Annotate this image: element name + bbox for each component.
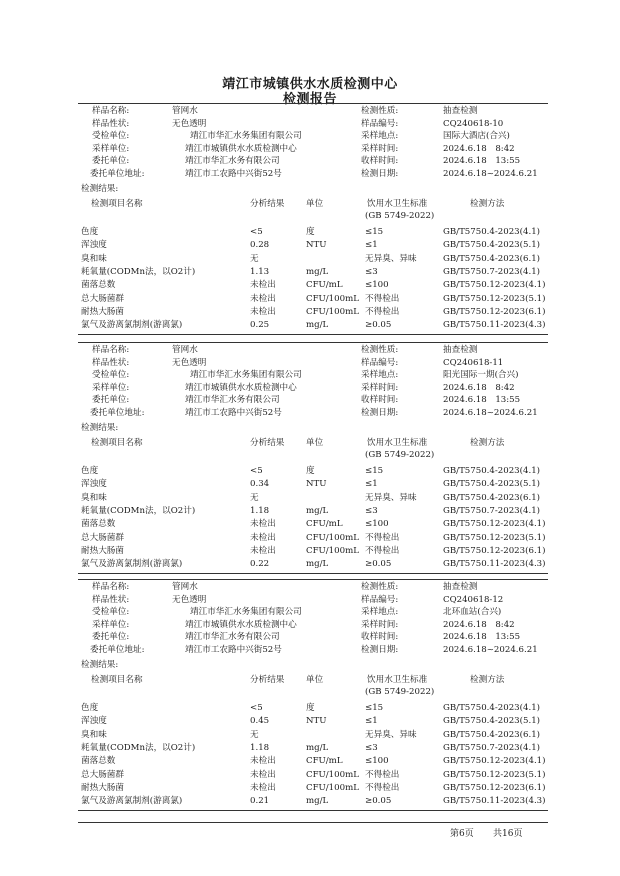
table-cell-unit: CFU/100mL [306, 545, 359, 556]
table-cell-result: 1.18 [250, 742, 270, 753]
table-cell-item: 臭和味 [81, 253, 107, 264]
table-cell-standard: ≥0.05 [365, 320, 392, 331]
info-label-client-address: 委托单位地址: [90, 644, 145, 655]
table-cell-method: GB/T5750.11-2023(4.3) [443, 320, 546, 331]
table-cell-method: GB/T5750.7-2023(4.1) [443, 742, 541, 753]
table-cell-item: 氯气及游离氯制剂(游离氯) [81, 796, 183, 807]
section-bottom-rule [78, 573, 548, 574]
table-cell-result: 1.18 [250, 505, 270, 516]
info-value-sample-state: 无色透明 [172, 594, 207, 605]
table-cell-item: 耐热大肠菌 [81, 545, 124, 556]
table-header-result: 分析结果 [250, 438, 285, 448]
table-cell-method: GB/T5750.4-2023(6.1) [443, 253, 541, 264]
table-cell-result: 0.25 [250, 320, 270, 331]
table-cell-result: 无 [250, 253, 259, 264]
table-cell-standard: ≥0.05 [365, 796, 392, 807]
info-value-inspection-type: 抽查检测 [443, 106, 478, 116]
table-cell-standard: ≤3 [365, 266, 378, 277]
info-label-test-date: 检测日期: [361, 407, 399, 418]
table-cell-result: 未检出 [250, 769, 276, 780]
table-cell-item: 菌落总数 [81, 519, 116, 530]
info-value-sample-name: 管网水 [172, 345, 198, 355]
table-cell-method: GB/T5750.12-2023(4.1) [443, 519, 546, 530]
table-cell-result: <5 [250, 227, 263, 237]
section-top-rule [78, 579, 548, 580]
info-label-client-unit: 委托单位: [92, 632, 130, 642]
table-cell-result: 无 [250, 729, 259, 740]
info-value-inspection-type: 抽查检测 [443, 582, 478, 592]
table-cell-standard: 不得检出 [365, 545, 400, 556]
table-cell-standard: 无异臭、异味 [365, 492, 417, 503]
table-cell-item: 色度 [81, 227, 99, 237]
table-cell-item: 总大肠菌群 [81, 769, 124, 780]
table-cell-result: 0.21 [250, 796, 270, 807]
table-cell-result: 无 [250, 492, 259, 503]
info-value-test-date: 2024.6.18~2024.6.21 [443, 168, 538, 179]
results-label: 检测结果: [81, 184, 119, 194]
table-cell-standard: ≤15 [365, 466, 384, 476]
table-cell-method: GB/T5750.7-2023(4.1) [443, 266, 541, 277]
page-number: 第6页 [450, 829, 474, 839]
table-header-method: 检测方法 [470, 675, 505, 685]
info-value-inspected-unit: 靖江市华汇水务集团有限公司 [190, 131, 302, 141]
table-cell-result: 未检出 [250, 756, 276, 767]
info-value-sampling-time: 2024.6.18 8:42 [443, 619, 515, 630]
table-header-standard-ref: (GB 5749-2022) [365, 211, 435, 221]
page-total: 共16页 [493, 829, 523, 839]
table-cell-unit: mg/L [306, 266, 329, 277]
table-cell-standard: ≤1 [365, 716, 378, 727]
table-cell-method: GB/T5750.4-2023(6.1) [443, 492, 541, 503]
table-cell-method: GB/T5750.12-2023(4.1) [443, 756, 546, 767]
table-cell-item: 总大肠菌群 [81, 532, 124, 543]
info-value-sampling-time: 2024.6.18 8:42 [443, 382, 515, 393]
table-cell-method: GB/T5750.12-2023(6.1) [443, 545, 546, 556]
info-label-sampling-time: 采样时间: [361, 619, 399, 630]
table-cell-method: GB/T5750.12-2023(6.1) [443, 782, 546, 793]
table-cell-method: GB/T5750.4-2023(5.1) [443, 479, 541, 490]
table-header-item: 检测项目名称 [91, 199, 143, 209]
info-label-sample-state: 样品性状: [92, 594, 130, 605]
table-cell-standard: 不得检出 [365, 782, 400, 793]
info-label-sample-no: 样品编号: [361, 118, 399, 129]
info-value-client-unit: 靖江市华汇水务有限公司 [185, 632, 280, 642]
info-label-inspection-type: 检测性质: [361, 345, 399, 355]
info-value-sample-name: 管网水 [172, 106, 198, 116]
table-cell-item: 色度 [81, 703, 99, 713]
table-cell-method: GB/T5750.4-2023(4.1) [443, 466, 541, 476]
table-header-standard-ref: (GB 5749-2022) [365, 450, 435, 460]
table-cell-item: 氯气及游离氯制剂(游离氯) [81, 559, 183, 570]
table-cell-item: 耐热大肠菌 [81, 782, 124, 793]
table-cell-method: GB/T5750.12-2023(5.1) [443, 532, 546, 543]
table-cell-method: GB/T5750.11-2023(4.3) [443, 559, 546, 570]
table-header-result: 分析结果 [250, 675, 285, 685]
info-label-sampling-unit: 采样单位: [92, 143, 130, 154]
table-header-item: 检测项目名称 [91, 675, 143, 685]
table-cell-standard: ≤3 [365, 505, 378, 516]
table-cell-method: GB/T5750.4-2023(4.1) [443, 227, 541, 237]
info-label-sample-name: 样品名称: [92, 345, 130, 355]
info-label-sampling-time: 采样时间: [361, 143, 399, 154]
info-value-inspection-type: 抽查检测 [443, 345, 478, 355]
info-label-sampling-unit: 采样单位: [92, 619, 130, 630]
info-value-receiving-time: 2024.6.18 13:55 [443, 156, 521, 166]
table-cell-item: 耗氧量(CODMn法，以O2计) [81, 742, 196, 753]
info-value-client-address: 靖江市工农路中兴街52号 [185, 407, 282, 418]
section-top-rule [78, 103, 548, 104]
info-label-sample-no: 样品编号: [361, 357, 399, 368]
table-header-method: 检测方法 [470, 438, 505, 448]
info-label-inspected-unit: 受检单位: [92, 607, 130, 617]
table-cell-unit: CFU/100mL [306, 782, 359, 793]
table-cell-standard: ≤1 [365, 479, 378, 490]
table-header-item: 检测项目名称 [91, 438, 143, 448]
info-value-sample-no: CQ240618-12 [443, 594, 504, 605]
table-cell-unit: 度 [306, 703, 315, 713]
table-cell-unit: CFU/100mL [306, 306, 359, 317]
table-cell-item: 耗氧量(CODMn法，以O2计) [81, 266, 196, 277]
table-cell-result: 未检出 [250, 280, 276, 291]
info-value-client-address: 靖江市工农路中兴街52号 [185, 644, 282, 655]
info-label-sample-name: 样品名称: [92, 582, 130, 592]
table-cell-item: 菌落总数 [81, 756, 116, 767]
info-value-sampling-site: 国际大酒店(合兴) [443, 131, 510, 141]
table-header-unit: 单位 [306, 675, 324, 685]
table-cell-standard: ≤15 [365, 227, 384, 237]
table-cell-standard: ≤100 [365, 280, 389, 291]
section-bottom-rule [78, 810, 548, 811]
info-value-sampling-unit: 靖江市城镇供水水质检测中心 [185, 382, 297, 393]
table-cell-standard: 无异臭、异味 [365, 729, 417, 740]
table-cell-standard: ≥0.05 [365, 559, 392, 570]
table-cell-unit: mg/L [306, 796, 329, 807]
table-cell-unit: CFU/100mL [306, 769, 359, 780]
table-cell-result: <5 [250, 703, 263, 713]
table-cell-item: 浑浊度 [81, 716, 107, 727]
info-value-sample-state: 无色透明 [172, 118, 207, 129]
table-cell-unit: mg/L [306, 742, 329, 753]
table-cell-standard: 无异臭、异味 [365, 253, 417, 264]
table-cell-item: 臭和味 [81, 729, 107, 740]
info-label-sampling-site: 采样地点: [361, 370, 399, 380]
table-cell-result: 未检出 [250, 532, 276, 543]
info-label-sampling-time: 采样时间: [361, 382, 399, 393]
table-cell-result: 未检出 [250, 293, 276, 304]
table-cell-standard: 不得检出 [365, 293, 400, 304]
table-cell-item: 浑浊度 [81, 240, 107, 251]
info-label-client-address: 委托单位地址: [90, 407, 145, 418]
info-label-inspection-type: 检测性质: [361, 106, 399, 116]
table-cell-method: GB/T5750.4-2023(6.1) [443, 729, 541, 740]
table-cell-unit: NTU [306, 479, 327, 490]
table-cell-result: 未检出 [250, 545, 276, 556]
info-value-receiving-time: 2024.6.18 13:55 [443, 632, 521, 642]
info-value-sampling-unit: 靖江市城镇供水水质检测中心 [185, 619, 297, 630]
table-header-standard: 饮用水卫生标准 [367, 199, 428, 209]
table-cell-result: 未检出 [250, 519, 276, 530]
table-cell-item: 耗氧量(CODMn法，以O2计) [81, 505, 196, 516]
info-value-inspected-unit: 靖江市华汇水务集团有限公司 [190, 607, 302, 617]
table-cell-result: 0.34 [250, 479, 270, 490]
table-cell-method: GB/T5750.7-2023(4.1) [443, 505, 541, 516]
table-cell-item: 浑浊度 [81, 479, 107, 490]
table-cell-item: 耐热大肠菌 [81, 306, 124, 317]
info-label-sample-no: 样品编号: [361, 594, 399, 605]
table-cell-method: GB/T5750.4-2023(5.1) [443, 716, 541, 727]
report-org-title: 靖江市城镇供水水质检测中心 [222, 77, 398, 92]
table-cell-unit: 度 [306, 227, 315, 237]
table-header-standard: 饮用水卫生标准 [367, 675, 428, 685]
table-header-method: 检测方法 [470, 199, 505, 209]
info-value-receiving-time: 2024.6.18 13:55 [443, 395, 521, 405]
table-cell-unit: mg/L [306, 505, 329, 516]
info-value-sampling-site: 北环血站(合兴) [443, 607, 502, 617]
info-label-client-unit: 委托单位: [92, 395, 130, 405]
info-value-inspected-unit: 靖江市华汇水务集团有限公司 [190, 370, 302, 380]
table-cell-item: 臭和味 [81, 492, 107, 503]
table-cell-result: <5 [250, 466, 263, 476]
results-label: 检测结果: [81, 423, 119, 433]
table-cell-unit: mg/L [306, 559, 329, 570]
info-value-client-unit: 靖江市华汇水务有限公司 [185, 395, 280, 405]
table-cell-method: GB/T5750.11-2023(4.3) [443, 796, 546, 807]
info-value-sampling-time: 2024.6.18 8:42 [443, 143, 515, 154]
table-cell-unit: mg/L [306, 320, 329, 331]
info-value-sample-state: 无色透明 [172, 357, 207, 368]
table-cell-method: GB/T5750.12-2023(5.1) [443, 769, 546, 780]
table-cell-item: 菌落总数 [81, 280, 116, 291]
table-cell-item: 色度 [81, 466, 99, 476]
info-label-sampling-unit: 采样单位: [92, 382, 130, 393]
table-cell-unit: CFU/100mL [306, 293, 359, 304]
info-value-sampling-unit: 靖江市城镇供水水质检测中心 [185, 143, 297, 154]
table-cell-standard: 不得检出 [365, 532, 400, 543]
info-value-sample-no: CQ240618-11 [443, 357, 504, 368]
info-label-inspection-type: 检测性质: [361, 582, 399, 592]
table-cell-method: GB/T5750.4-2023(4.1) [443, 703, 541, 713]
table-cell-standard: ≤3 [365, 742, 378, 753]
info-label-receiving-time: 收样时间: [361, 395, 399, 405]
table-cell-standard: ≤15 [365, 703, 384, 713]
table-cell-item: 总大肠菌群 [81, 293, 124, 304]
table-cell-method: GB/T5750.12-2023(4.1) [443, 280, 546, 291]
table-cell-method: GB/T5750.12-2023(5.1) [443, 293, 546, 304]
table-cell-standard: ≤100 [365, 519, 389, 530]
info-value-test-date: 2024.6.18~2024.6.21 [443, 644, 538, 655]
info-label-inspected-unit: 受检单位: [92, 131, 130, 141]
results-label: 检测结果: [81, 660, 119, 670]
section-top-rule [78, 342, 548, 343]
table-cell-method: GB/T5750.4-2023(5.1) [443, 240, 541, 251]
table-header-unit: 单位 [306, 199, 324, 209]
info-label-sample-state: 样品性状: [92, 357, 130, 368]
table-header-result: 分析结果 [250, 199, 285, 209]
table-cell-standard: 不得检出 [365, 769, 400, 780]
table-header-standard-ref: (GB 5749-2022) [365, 687, 435, 697]
info-label-inspected-unit: 受检单位: [92, 370, 130, 380]
table-cell-result: 0.45 [250, 716, 270, 727]
table-cell-standard: ≤1 [365, 240, 378, 251]
info-label-receiving-time: 收样时间: [361, 156, 399, 166]
info-value-test-date: 2024.6.18~2024.6.21 [443, 407, 538, 418]
table-cell-unit: CFU/mL [306, 756, 343, 767]
table-cell-result: 1.13 [250, 266, 270, 277]
info-label-sample-state: 样品性状: [92, 118, 130, 129]
info-label-receiving-time: 收样时间: [361, 632, 399, 642]
info-label-sample-name: 样品名称: [92, 106, 130, 116]
table-cell-unit: 度 [306, 466, 315, 476]
info-value-sampling-site: 阳光国际一期(合兴) [443, 370, 519, 380]
info-label-test-date: 检测日期: [361, 168, 399, 179]
table-cell-unit: CFU/100mL [306, 532, 359, 543]
table-cell-result: 0.28 [250, 240, 270, 251]
table-cell-standard: 不得检出 [365, 306, 400, 317]
info-value-client-unit: 靖江市华汇水务有限公司 [185, 156, 280, 166]
table-cell-unit: NTU [306, 240, 327, 251]
table-cell-unit: CFU/mL [306, 280, 343, 291]
info-label-sampling-site: 采样地点: [361, 607, 399, 617]
report-title: 检测报告 [282, 92, 337, 107]
info-label-client-address: 委托单位地址: [90, 168, 145, 179]
table-header-standard: 饮用水卫生标准 [367, 438, 428, 448]
info-label-test-date: 检测日期: [361, 644, 399, 655]
table-header-unit: 单位 [306, 438, 324, 448]
info-value-client-address: 靖江市工农路中兴街52号 [185, 168, 282, 179]
table-cell-standard: ≤100 [365, 756, 389, 767]
info-label-sampling-site: 采样地点: [361, 131, 399, 141]
section-bottom-rule [78, 334, 548, 335]
table-cell-unit: NTU [306, 716, 327, 727]
table-cell-method: GB/T5750.12-2023(6.1) [443, 306, 546, 317]
info-label-client-unit: 委托单位: [92, 156, 130, 166]
table-cell-item: 氯气及游离氯制剂(游离氯) [81, 320, 183, 331]
table-cell-unit: CFU/mL [306, 519, 343, 530]
table-cell-result: 未检出 [250, 306, 276, 317]
info-value-sample-no: CQ240618-10 [443, 118, 504, 129]
footer-rule [78, 822, 548, 823]
table-cell-result: 未检出 [250, 782, 276, 793]
info-value-sample-name: 管网水 [172, 582, 198, 592]
table-cell-result: 0.22 [250, 559, 270, 570]
